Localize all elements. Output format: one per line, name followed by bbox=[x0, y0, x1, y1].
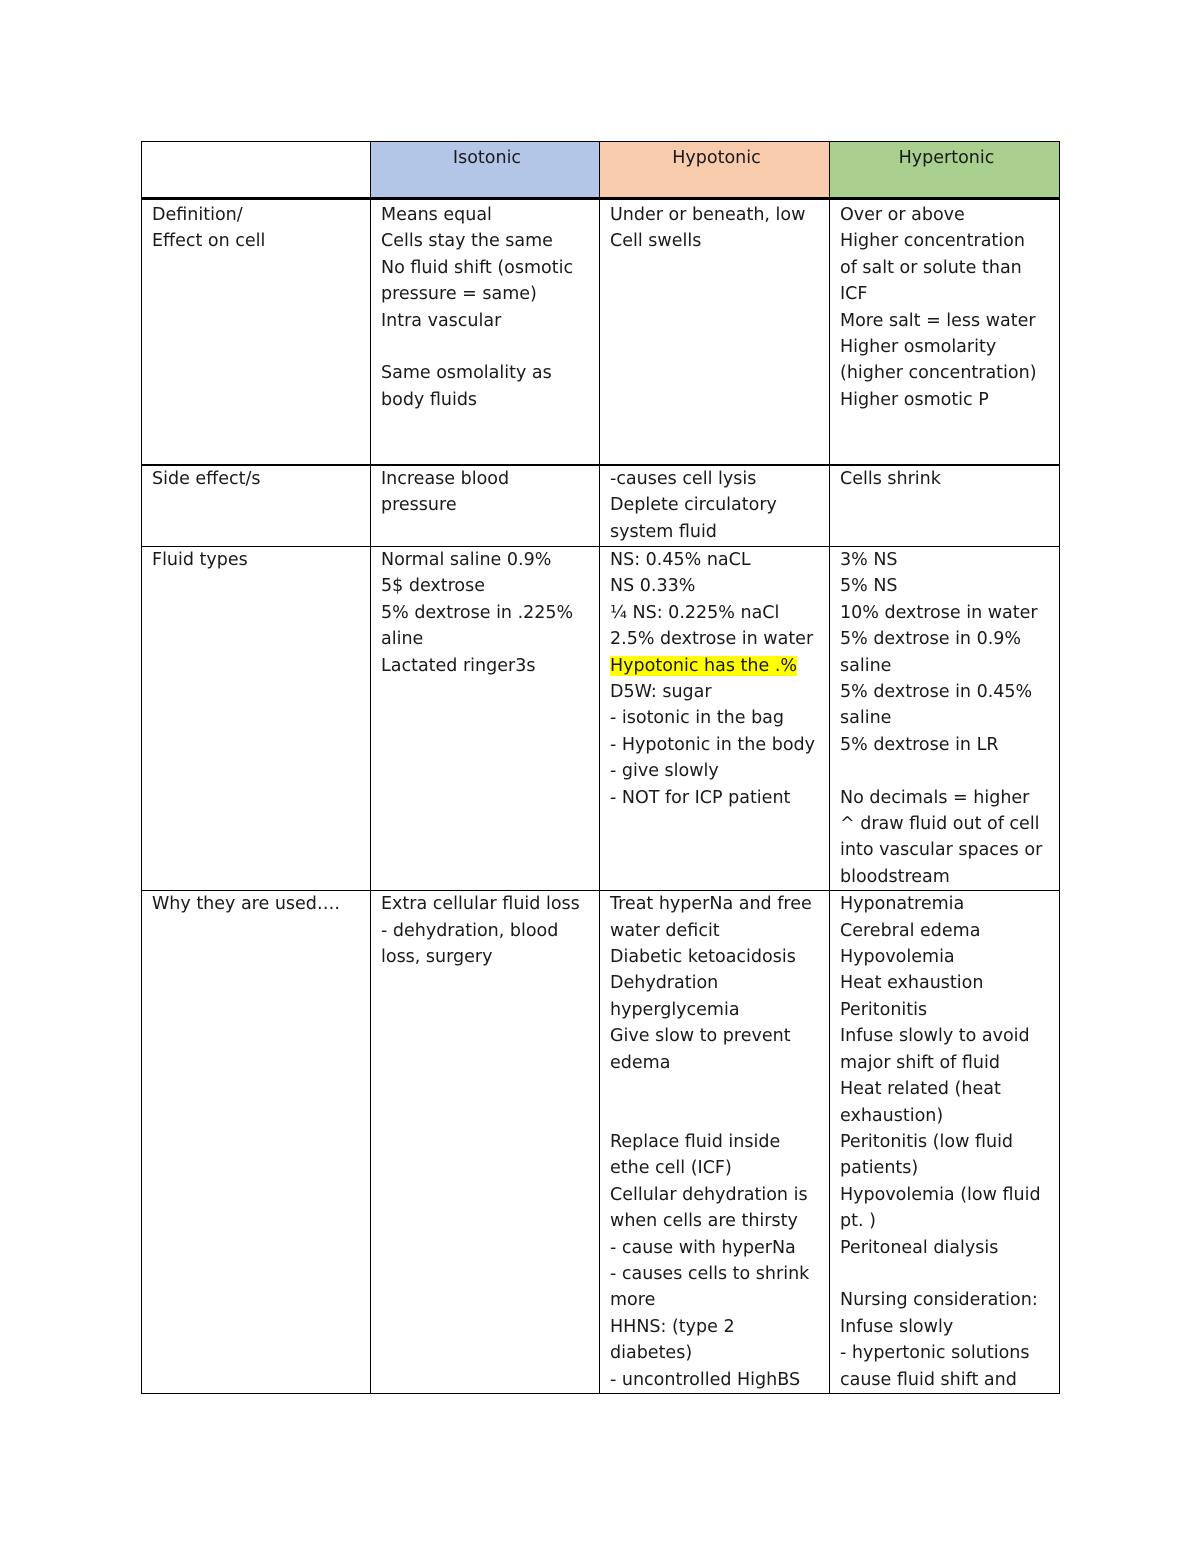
cell-line: body fluids bbox=[381, 389, 478, 410]
cell-line: - hypertonic solutions bbox=[840, 1343, 1030, 1364]
cell-line: - cause with hyperNa bbox=[610, 1237, 796, 1258]
cell-line: hyperglycemia bbox=[610, 999, 740, 1020]
cell-line: Hypovolemia (low fluid bbox=[840, 1184, 1041, 1205]
cell-line: 5% dextrose in .225% bbox=[381, 602, 574, 623]
fluid-types-hypertonic-cell bbox=[830, 547, 1060, 891]
cell-line: ICF bbox=[840, 284, 868, 305]
cell-line: 5% dextrose in LR bbox=[840, 734, 999, 755]
definition-hypertonic-cell bbox=[830, 199, 1060, 466]
cell-line: of salt or solute than bbox=[840, 257, 1022, 278]
cell-line: HHNS: (type 2 bbox=[610, 1316, 735, 1337]
cell-line: Infuse slowly to avoid bbox=[840, 1026, 1030, 1047]
cell-line: - uncontrolled HighBS bbox=[610, 1369, 801, 1390]
blank-line bbox=[610, 1076, 823, 1102]
cell-line: Peritoneal dialysis bbox=[840, 1237, 999, 1258]
cell-line: ¼ NS: 0.225% naCl bbox=[610, 602, 780, 623]
blank-line bbox=[610, 1103, 823, 1129]
blank-line bbox=[840, 1261, 1053, 1287]
cell-line: - causes cells to shrink bbox=[610, 1263, 810, 1284]
fluid-comparison-table bbox=[141, 141, 1060, 1394]
cell-line: (higher concentration) bbox=[840, 363, 1037, 384]
cell-line: Peritonitis bbox=[840, 999, 928, 1020]
cell-line: Higher osmolarity bbox=[840, 337, 997, 358]
cell-line: Diabetic ketoacidosis bbox=[610, 947, 796, 968]
cell-line: Higher concentration bbox=[840, 231, 1025, 252]
cell-line: Cellular dehydration is bbox=[610, 1184, 808, 1205]
cell-line: 2.5% dextrose in water bbox=[610, 629, 814, 650]
cell-line: -causes cell lysis bbox=[610, 469, 757, 489]
cell-line: Deplete circulatory bbox=[610, 495, 777, 516]
cell-line: Fluid types bbox=[152, 550, 248, 570]
cell-line: D5W: sugar bbox=[610, 682, 712, 703]
cell-line: more bbox=[610, 1290, 656, 1311]
cell-line: water deficit bbox=[610, 920, 720, 941]
cell-line: - dehydration, blood bbox=[381, 920, 559, 941]
cell-line: 5$ dextrose bbox=[381, 576, 486, 597]
cell-line: 5% NS bbox=[840, 576, 898, 597]
cell-line: pressure = same) bbox=[381, 284, 537, 305]
cell-line: Peritonitis (low fluid bbox=[840, 1131, 1014, 1152]
cell-line: into vascular spaces or bbox=[840, 840, 1043, 861]
cell-line: Means equal bbox=[381, 205, 492, 225]
row-label-why-used bbox=[142, 891, 371, 1394]
why-used-hypotonic-cell bbox=[600, 891, 830, 1394]
cell-line: when cells are thirsty bbox=[610, 1211, 798, 1232]
cell-line: loss, surgery bbox=[381, 947, 493, 968]
side-effects-isotonic-cell bbox=[371, 465, 600, 547]
cell-line: 5% dextrose in 0.9% bbox=[840, 629, 1022, 650]
row-fluid-types bbox=[142, 547, 1060, 891]
cell-line: Dehydration bbox=[610, 973, 719, 994]
cell-line: major shift of fluid bbox=[840, 1052, 1000, 1073]
cell-line: ethe cell (ICF) bbox=[610, 1158, 732, 1179]
cell-line: No fluid shift (osmotic bbox=[381, 257, 574, 278]
cell-line: pressure bbox=[381, 495, 457, 516]
why-used-isotonic-cell bbox=[371, 891, 600, 1394]
cell-line: Higher osmotic P bbox=[840, 389, 989, 410]
blank-line bbox=[381, 334, 593, 360]
cell-line: Heat exhaustion bbox=[840, 973, 984, 994]
cell-line: 3% NS bbox=[840, 550, 898, 570]
cell-line: - give slowly bbox=[610, 761, 719, 782]
cell-line: diabetes) bbox=[610, 1343, 693, 1364]
cell-line: Increase blood bbox=[381, 469, 510, 489]
cell-line: Give slow to prevent bbox=[610, 1026, 791, 1047]
cell-line: 10% dextrose in water bbox=[840, 602, 1038, 623]
blank-line bbox=[840, 758, 1053, 784]
cell-line: Hyponatremia bbox=[840, 894, 965, 915]
cell-line: 5% dextrose in 0.45% bbox=[840, 682, 1033, 703]
cell-line: Side effect/s bbox=[152, 469, 261, 489]
cell-line: system fluid bbox=[610, 521, 717, 542]
row-label-side-effects bbox=[142, 465, 371, 547]
cell-line: Replace fluid inside bbox=[610, 1131, 781, 1152]
cell-line: patients) bbox=[840, 1158, 919, 1179]
cell-line: saline bbox=[840, 708, 892, 729]
cell-line: More salt = less water bbox=[840, 310, 1036, 331]
cell-line: edema bbox=[610, 1052, 671, 1073]
cell-line: exhaustion) bbox=[840, 1105, 944, 1126]
cell-line: Over or above bbox=[840, 205, 965, 225]
fluid-types-hypotonic-cell bbox=[600, 547, 830, 891]
cell-line: Cell swells bbox=[610, 231, 702, 252]
cell-line: No decimals = higher bbox=[840, 787, 1030, 808]
cell-line: Cerebral edema bbox=[840, 920, 981, 941]
side-effects-hypertonic-cell bbox=[830, 465, 1060, 547]
cell-line: Heat related (heat bbox=[840, 1079, 1001, 1100]
cell-line: Extra cellular fluid loss bbox=[381, 894, 580, 915]
cell-line: - isotonic in the bag bbox=[610, 708, 785, 729]
cell-line: saline bbox=[840, 655, 892, 676]
cell-line: Infuse slowly bbox=[840, 1316, 954, 1337]
cell-line: - Hypotonic in the body bbox=[610, 734, 815, 755]
row-side-effects bbox=[142, 465, 1060, 547]
cell-line: NS 0.33% bbox=[610, 576, 696, 597]
cell-line: Why they are used…. bbox=[152, 894, 340, 915]
cell-line: Cells stay the same bbox=[381, 231, 553, 252]
cell-line: - NOT for ICP patient bbox=[610, 787, 791, 808]
header-isotonic: Isotonic bbox=[371, 142, 600, 199]
row-label-definition bbox=[142, 199, 371, 466]
cell-line: Cells shrink bbox=[840, 469, 941, 489]
cell-line: Lactated ringer3s bbox=[381, 655, 536, 676]
cell-line: Normal saline 0.9% bbox=[381, 550, 552, 570]
side-effects-hypotonic-cell bbox=[600, 465, 830, 547]
row-definition bbox=[142, 199, 1060, 466]
cell-line: cause fluid shift and bbox=[840, 1369, 1017, 1390]
row-label-fluid-types bbox=[142, 547, 371, 891]
cell-line: Same osmolality as bbox=[381, 363, 552, 384]
cell-line: Under or beneath, low bbox=[610, 205, 806, 225]
cell-line: Treat hyperNa and free bbox=[610, 894, 812, 915]
definition-isotonic-cell bbox=[371, 199, 600, 466]
row-why-used bbox=[142, 891, 1060, 1394]
header-corner-cell bbox=[142, 142, 371, 199]
fluid-types-isotonic-cell bbox=[371, 547, 600, 891]
why-used-hypertonic-cell bbox=[830, 891, 1060, 1394]
cell-line: Definition/ bbox=[152, 205, 243, 225]
cell-line: Intra vascular bbox=[381, 310, 502, 331]
highlighted-text: Hypotonic has the .% bbox=[610, 655, 798, 676]
cell-line: NS: 0.45% naCL bbox=[610, 550, 751, 570]
cell-line bbox=[610, 653, 823, 679]
header-hypertonic: Hypertonic bbox=[830, 142, 1060, 199]
cell-line: Nursing consideration: bbox=[840, 1290, 1038, 1311]
cell-line: pt. ) bbox=[840, 1211, 876, 1232]
definition-hypotonic-cell bbox=[600, 199, 830, 466]
cell-line: Effect on cell bbox=[152, 231, 266, 252]
cell-line: aline bbox=[381, 629, 424, 650]
cell-line: ^ draw fluid out of cell bbox=[840, 814, 1040, 835]
header-row bbox=[142, 142, 1060, 199]
header-hypotonic: Hypotonic bbox=[600, 142, 830, 199]
cell-line: bloodstream bbox=[840, 866, 950, 887]
cell-line: Hypovolemia bbox=[840, 947, 955, 968]
